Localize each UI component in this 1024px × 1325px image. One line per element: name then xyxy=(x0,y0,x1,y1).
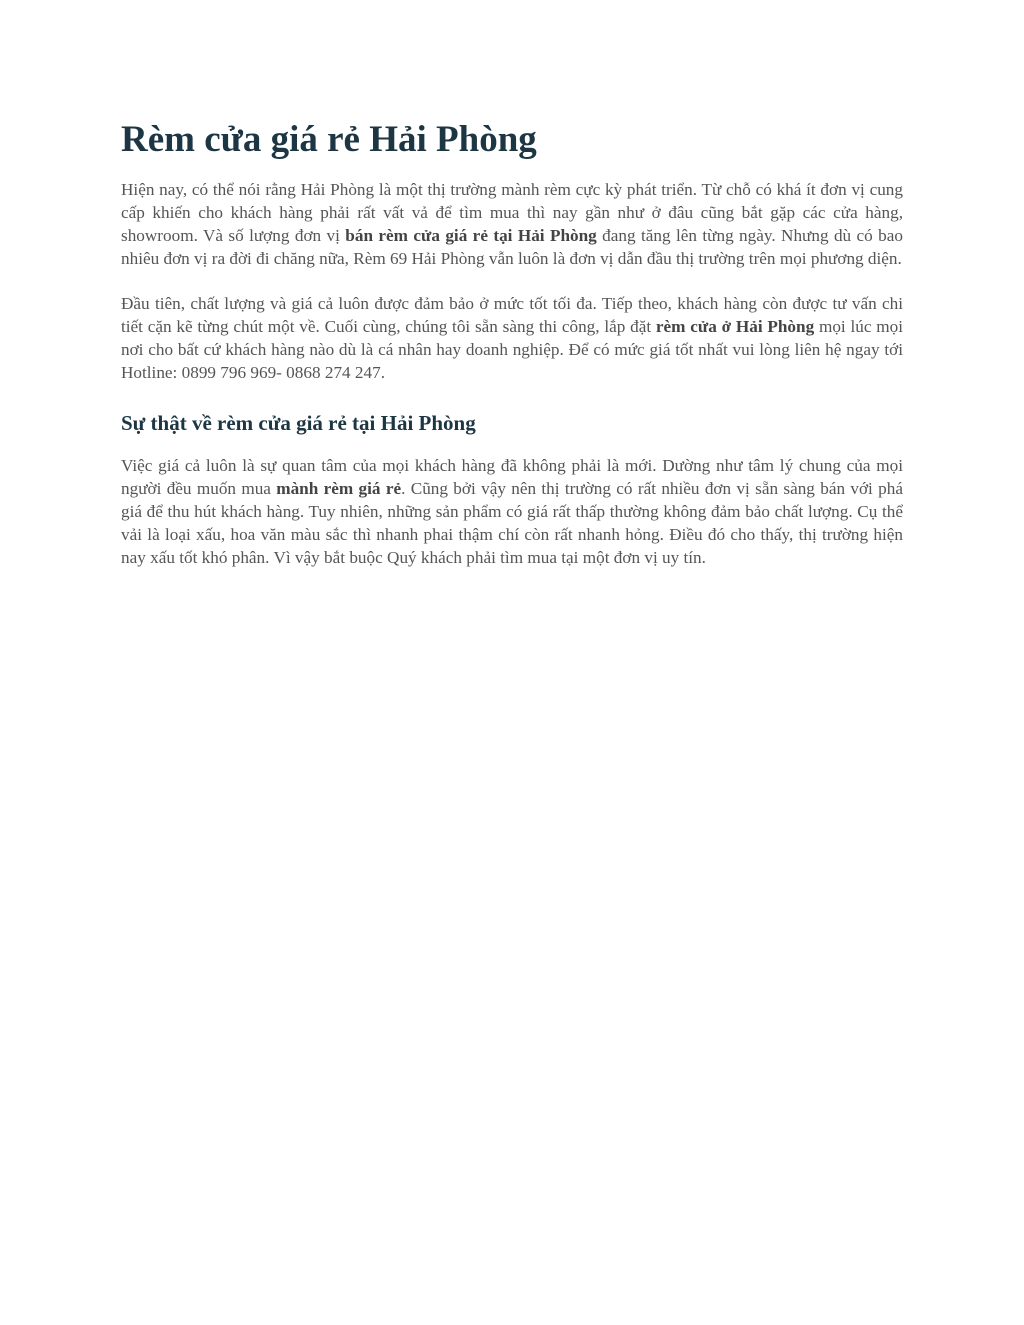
paragraph-quality xyxy=(121,292,903,384)
paragraph-intro xyxy=(121,178,903,270)
bold-keyword: bán rèm cửa giá rẻ tại Hải Phòng xyxy=(345,226,597,246)
bold-keyword: rèm cửa ở Hải Phòng xyxy=(655,317,815,337)
document-page xyxy=(121,118,903,593)
paragraph-text: . Cũng bởi vậy nên thị trường có rất nhiều đơn vị sẵn sàng bán với phá giá để thu hút khách hàng. Tuy nhiên, những sản phẩm có giá rất thấp thường không đảm bảo chất lượng. Cụ thể vải là loại xấu, hoa văn màu sắc thì nhanh phai thậm chí còn rất nhanh hỏng. Điều đó cho thấy, thị trường hiện nay xấu tốt khó phân. Vì vậy bắt buộc Quý khách phải tìm mua tại một đơn vị uy tín. xyxy=(121,478,903,567)
paragraph-text: Việc giá cả luôn là sự quan tâm của mọi khách hàng đã không phải là mới. Dường như tâm lý chung của mọi người đều muốn mua xyxy=(121,455,903,498)
page-title: Rèm cửa giá rẻ Hải Phòng xyxy=(121,119,537,160)
paragraph-text: mọi lúc mọi nơi cho bất cứ khách hàng nào dù là cá nhân hay doanh nghiệp. Để có mức giá tốt nhất vui lòng liên hệ ngay tới Hotline: 0899 796 969- 0868 274 247. xyxy=(121,317,903,383)
paragraph-text: Hiện nay, có thể nói rằng Hải Phòng là một thị trường mành rèm cực kỳ phát triển. Từ chỗ có khá ít đơn vị cung cấp khiến cho khách hàng phải rất vất vả để tìm mua thì nay gần như ở đâu cũng bắt gặp các cửa hàng, showroom. Và số lượng đơn vị xyxy=(121,180,903,246)
paragraph-truth xyxy=(121,454,903,569)
paragraph-text: Đầu tiên, chất lượng và giá cả luôn được đảm bảo ở mức tốt tối đa. Tiếp theo, khách hàng còn được tư vấn chi tiết cặn kẽ từng chút một về. Cuối cùng, chúng tôi sẵn sàng thi công, lắp đặt xyxy=(121,294,903,337)
paragraph-text: đang tăng lên từng ngày. Nhưng dù có bao nhiêu đơn vị ra đời đi chăng nữa, Rèm 69 Hải Phòng vẫn luôn là đơn vị dẫn đầu thị trường trên mọi phương diện. xyxy=(121,226,903,269)
section-heading: Sự thật về rèm cửa giá rẻ tại Hải Phòng xyxy=(121,411,476,436)
bold-keyword: mành rèm giá rẻ xyxy=(276,478,402,498)
